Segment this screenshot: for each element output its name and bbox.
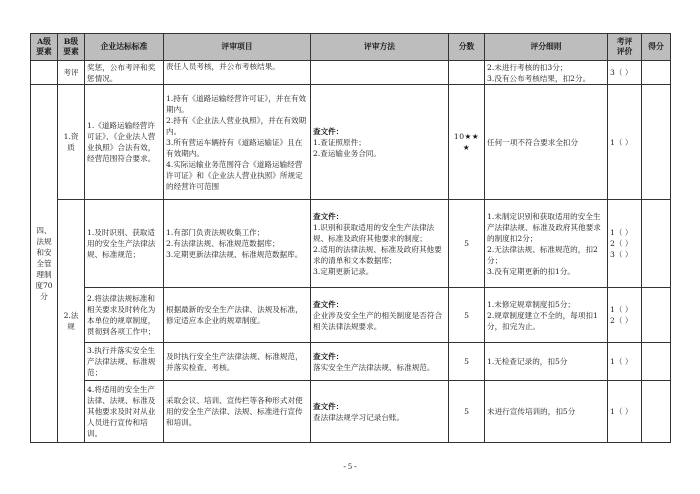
header-standard: 企业达标标准 [85, 34, 164, 61]
cell-points[interactable] [642, 200, 671, 288]
cell-score: 10★★★ [449, 85, 485, 200]
method-text: 1.识别和获取适用的安全生产法律法规、标准及政府其他要求的制度； 2.适用的法律法规、标准及政府其他要求的清单和文本数据库； 3.定期更新记录。 [313, 222, 442, 276]
cell-review-item: 1.有部门负责法规收集工作； 2.有法律法规、标准规范数据库； 3.定期更新法律法规、标准规范数据库。 [164, 200, 311, 288]
cell-review-method [311, 200, 449, 288]
cell-score [449, 61, 485, 85]
cell-criteria: 任何一项不符合要求全扣分 [485, 85, 608, 200]
cell-evaluation: 3（ ） [608, 61, 642, 85]
cell-review-method [311, 288, 449, 343]
cell-evaluation: 1（ ） 2（ ） 3（ ） [608, 200, 642, 288]
method-text: 企业涉及安全生产的相关制度是否符合相关法律法规要求。 [313, 310, 443, 331]
table-row [31, 61, 671, 85]
header-evaluation: 考评 评价 [608, 34, 642, 61]
cell-review-method [311, 61, 449, 85]
page-number: - 5 - [343, 462, 357, 471]
table-header-row [31, 34, 671, 61]
cell-evaluation: 1（ ） [608, 381, 642, 443]
header-b-level: B级 要素 [58, 34, 85, 61]
header-review-item: 评审项目 [164, 34, 311, 61]
cell-review-method [311, 381, 449, 443]
method-text: 1.查证照原件； 2.查运输业务合同。 [313, 137, 381, 158]
cell-evaluation: 1（ ） [608, 343, 642, 381]
cell-b-level-law: 2.法 规 [58, 200, 85, 443]
cell-score: 5 [449, 381, 485, 443]
cell-b-level: 考评 [58, 61, 85, 85]
header-review-method: 评审方法 [311, 34, 449, 61]
cell-standard: 4.将适用的安全生产法律、法规、标准及其他要求及时对从业人员进行宣传和培训。 [85, 381, 164, 443]
cell-criteria: 1.未修定规章制度扣5分； 2.规章制度建立不全的，每项扣1分，扣完为止。 [485, 288, 608, 343]
cell-criteria: 2.未进行考核的扣3分； 3.没有公布考核结果，扣2分。 [485, 61, 608, 85]
method-title: 查文件： [313, 126, 344, 136]
cell-standard: 1.《道路运输经营许可证》、《企业法人营业执照》合法有效，经营范围符合要求。 [85, 85, 164, 200]
table-row [31, 343, 671, 381]
method-title: 查文件： [313, 299, 344, 309]
header-points: 得分 [642, 34, 671, 61]
cell-points[interactable] [642, 288, 671, 343]
table-row [31, 85, 671, 200]
cell-review-item: 采取会议、培训、宣传栏等各种形式对使用的安全生产法律、法规、标准进行宣传和培训。 [164, 381, 311, 443]
cell-standard: 1.及时识别、获取适用的安全生产法律法规、标准规范； [85, 200, 164, 288]
cell-b-level-qualification: 1.资 质 [58, 85, 85, 200]
cell-standard: 2.将法律法规标准和相关要求及时转化为本单位的规章制度，贯彻到各项工作中； [85, 288, 164, 343]
method-text: 落实安全生产法律法规、标准规范。 [313, 362, 435, 372]
cell-criteria: 未进行宣传培训的，扣5分 [485, 381, 608, 443]
cell-review-method [311, 343, 449, 381]
cell-evaluation: 1（ ） 2（ ） [608, 288, 642, 343]
cell-review-method [311, 85, 449, 200]
method-title: 查文件： [313, 211, 344, 221]
cell-standard: 奖惩，公布考评和奖惩情况。 [85, 61, 164, 85]
cell-review-item: 及时执行安全生产法律法规、标准规范，并落实检查、考核。 [164, 343, 311, 381]
cell-review-item: 根据最新的安全生产法律、法规及标准，修定适应本企业的规章制度。 [164, 288, 311, 343]
cell-criteria: 1.未制定识别和获取适用的安全生产法律法规、标准及政府其他要求的制度扣2分； 2.无法律法规、标准规范的，扣2分； 3.没有定期更新的扣1分。 [485, 200, 608, 288]
cell-review-item: 1.持有《道路运输经营许可证》，并在有效期内。 2.持有《企业法人营业执照》，并在有效期内。 3.所有营运车辆持有《道路运输证》且在有效期内。 4.实际运输业务范围符合《道路运输经营许可证》和《企业法人营业执照》所规定的经营许可范围 [164, 85, 311, 200]
header-criteria: 评分细则 [485, 34, 608, 61]
header-a-level: A级 要素 [31, 34, 58, 61]
cell-points[interactable] [642, 343, 671, 381]
table-row [31, 288, 671, 343]
cell-points[interactable] [642, 381, 671, 443]
evaluation-table [30, 33, 671, 443]
table-row [31, 381, 671, 443]
cell-points[interactable] [642, 85, 671, 200]
cell-a-empty [31, 61, 58, 85]
cell-score: 5 [449, 288, 485, 343]
cell-score: 5 [449, 200, 485, 288]
method-title: 查文件： [313, 401, 344, 411]
cell-points[interactable] [642, 61, 671, 85]
table-row [31, 200, 671, 288]
method-text: 查法律法规学习记录台账。 [313, 412, 405, 422]
header-score: 分数 [449, 34, 485, 61]
cell-score: 5 [449, 343, 485, 381]
cell-review-item: 责任人员考核，并公布考核结果。 [164, 61, 311, 85]
cell-evaluation: 1（ ） [608, 85, 642, 200]
method-title: 查文件： [313, 351, 344, 361]
cell-criteria: 1.无检查记录的，扣5分 [485, 343, 608, 381]
cell-a-level-regulations: 四、 法规 和安 全管 理制 度70 分 [31, 85, 58, 443]
cell-standard: 3.执行并落实安全生产法律法规、标准规范； [85, 343, 164, 381]
